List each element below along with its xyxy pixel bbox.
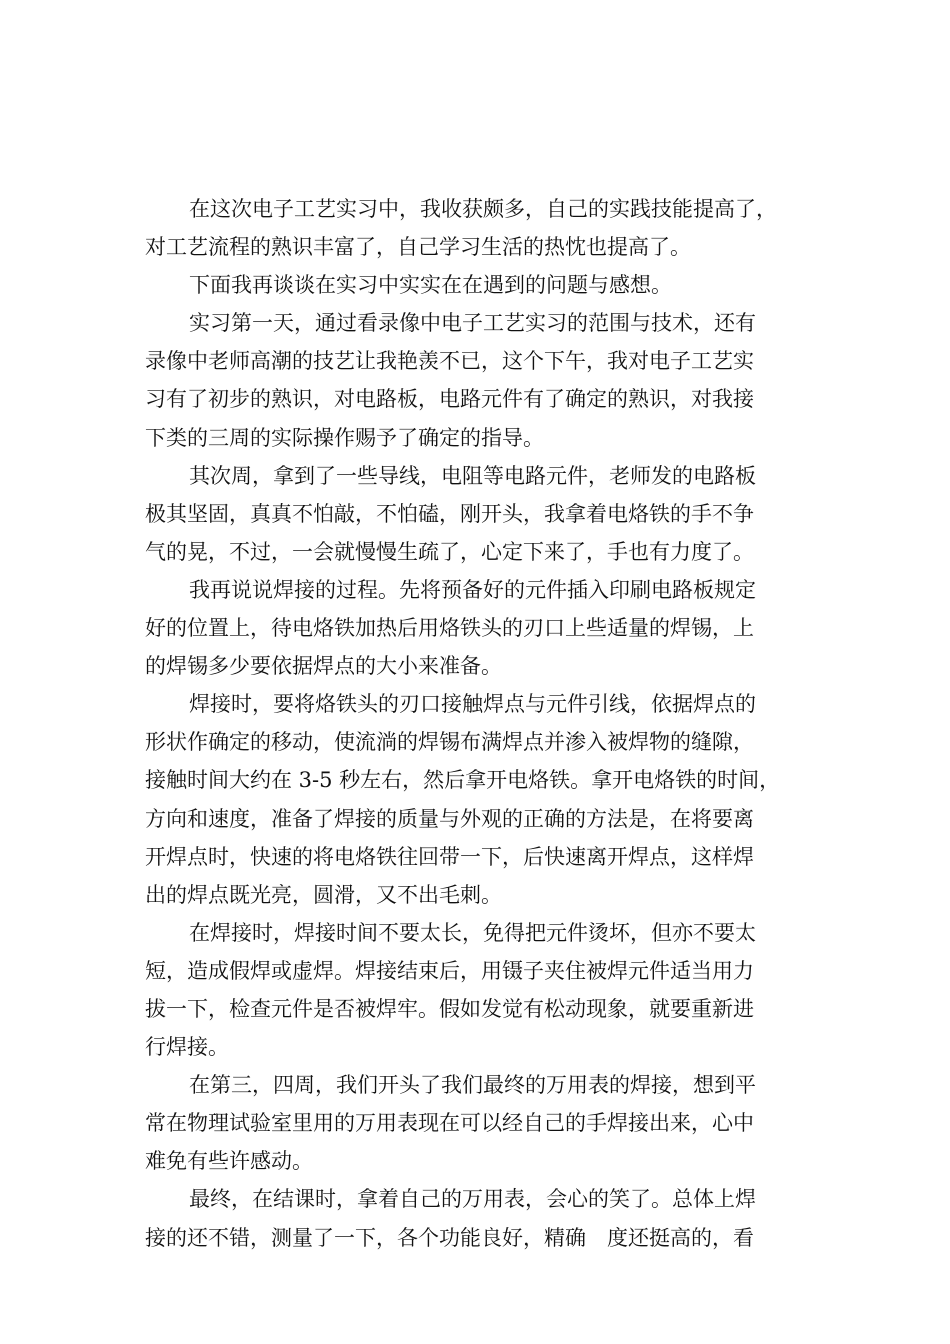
text-line: 最终，在结课时，拿着自己的万用表，会心的笑了。总体上焊 [189,1187,756,1212]
text-line: 常在物理试验室里用的万用表现在可以经自己的手焊接出来，心中 [145,1111,754,1136]
text-line: 对工艺流程的熟识丰富了，自己学习生活的热忱也提高了。 [145,235,691,260]
text-line: 接的还不错，测量了一下，各个功能良好，精确 度还挺高的，看 [145,1225,754,1250]
text-line: 在焊接时，焊接时间不要太长，免得把元件烫坏，但亦不要太 [189,920,756,945]
text-line: 好的位置上，待电烙铁加热后用烙铁头的刃口上些适量的焊锡，上 [145,616,754,641]
text-line: 行焊接。 [145,1035,229,1060]
text-line: 极其坚固，真真不怕敲，不怕磕，刚开头，我拿着电烙铁的手不争 [145,501,754,526]
text-line: 下面我再谈谈在实习中实实在在遇到的问题与感想。 [189,273,672,298]
text-line: 难免有些许感动。 [145,1149,313,1174]
text-line: 在第三，四周，我们开头了我们最终的万用表的焊接，想到平 [189,1073,756,1098]
text-line: 方向和速度，准备了焊接的质量与外观的正确的方法是，在将要离 [145,806,754,831]
text-line: 其次周，拿到了一些导线，电阻等电路元件，老师发的电路板 [189,463,756,488]
text-line: 下类的三周的实际操作赐予了确定的指导。 [145,425,544,450]
text-line: 接触时间大约在 3-5 秒左右，然后拿开电烙铁。拿开电烙铁的时间， [145,768,781,793]
text-line: 气的晃，不过，一会就慢慢生疏了，心定下来了，手也有力度了。 [145,539,754,564]
text-line: 在这次电子工艺实习中，我收获颇多，自己的实践技能提高了， [189,197,777,221]
text-line: 习有了初步的熟识，对电路板，电路元件有了确定的熟识，对我接 [145,387,754,412]
text-line: 实习第一天，通过看录像中电子工艺实习的范围与技术，还有 [189,311,756,336]
text-line: 形状作确定的移动，使流淌的焊锡布满焊点并渗入被焊物的缝隙， [145,730,754,755]
text-line: 我再说说焊接的过程。先将预备好的元件插入印刷电路板规定 [189,577,756,602]
text-line: 出的焊点既光亮，圆滑，又不出毛刺。 [145,882,502,907]
body-text [145,190,805,1257]
text-line: 短，造成假焊或虚焊。焊接结束后，用镊子夹住被焊元件适当用力 [145,958,754,983]
text-line: 拔一下，检查元件是否被焊牢。假如发觉有松动现象，就要重新进 [145,996,754,1021]
text-line: 的焊锡多少要依据焊点的大小来准备。 [145,654,502,679]
text-line: 录像中老师高潮的技艺让我艳羡不已，这个下午，我对电子工艺实 [145,349,754,374]
text-line: 开焊点时，快速的将电烙铁往回带一下，后快速离开焊点，这样焊 [145,844,754,869]
text-line: 焊接时，要将烙铁头的刃口接触焊点与元件引线，依据焊点的 [189,692,756,717]
